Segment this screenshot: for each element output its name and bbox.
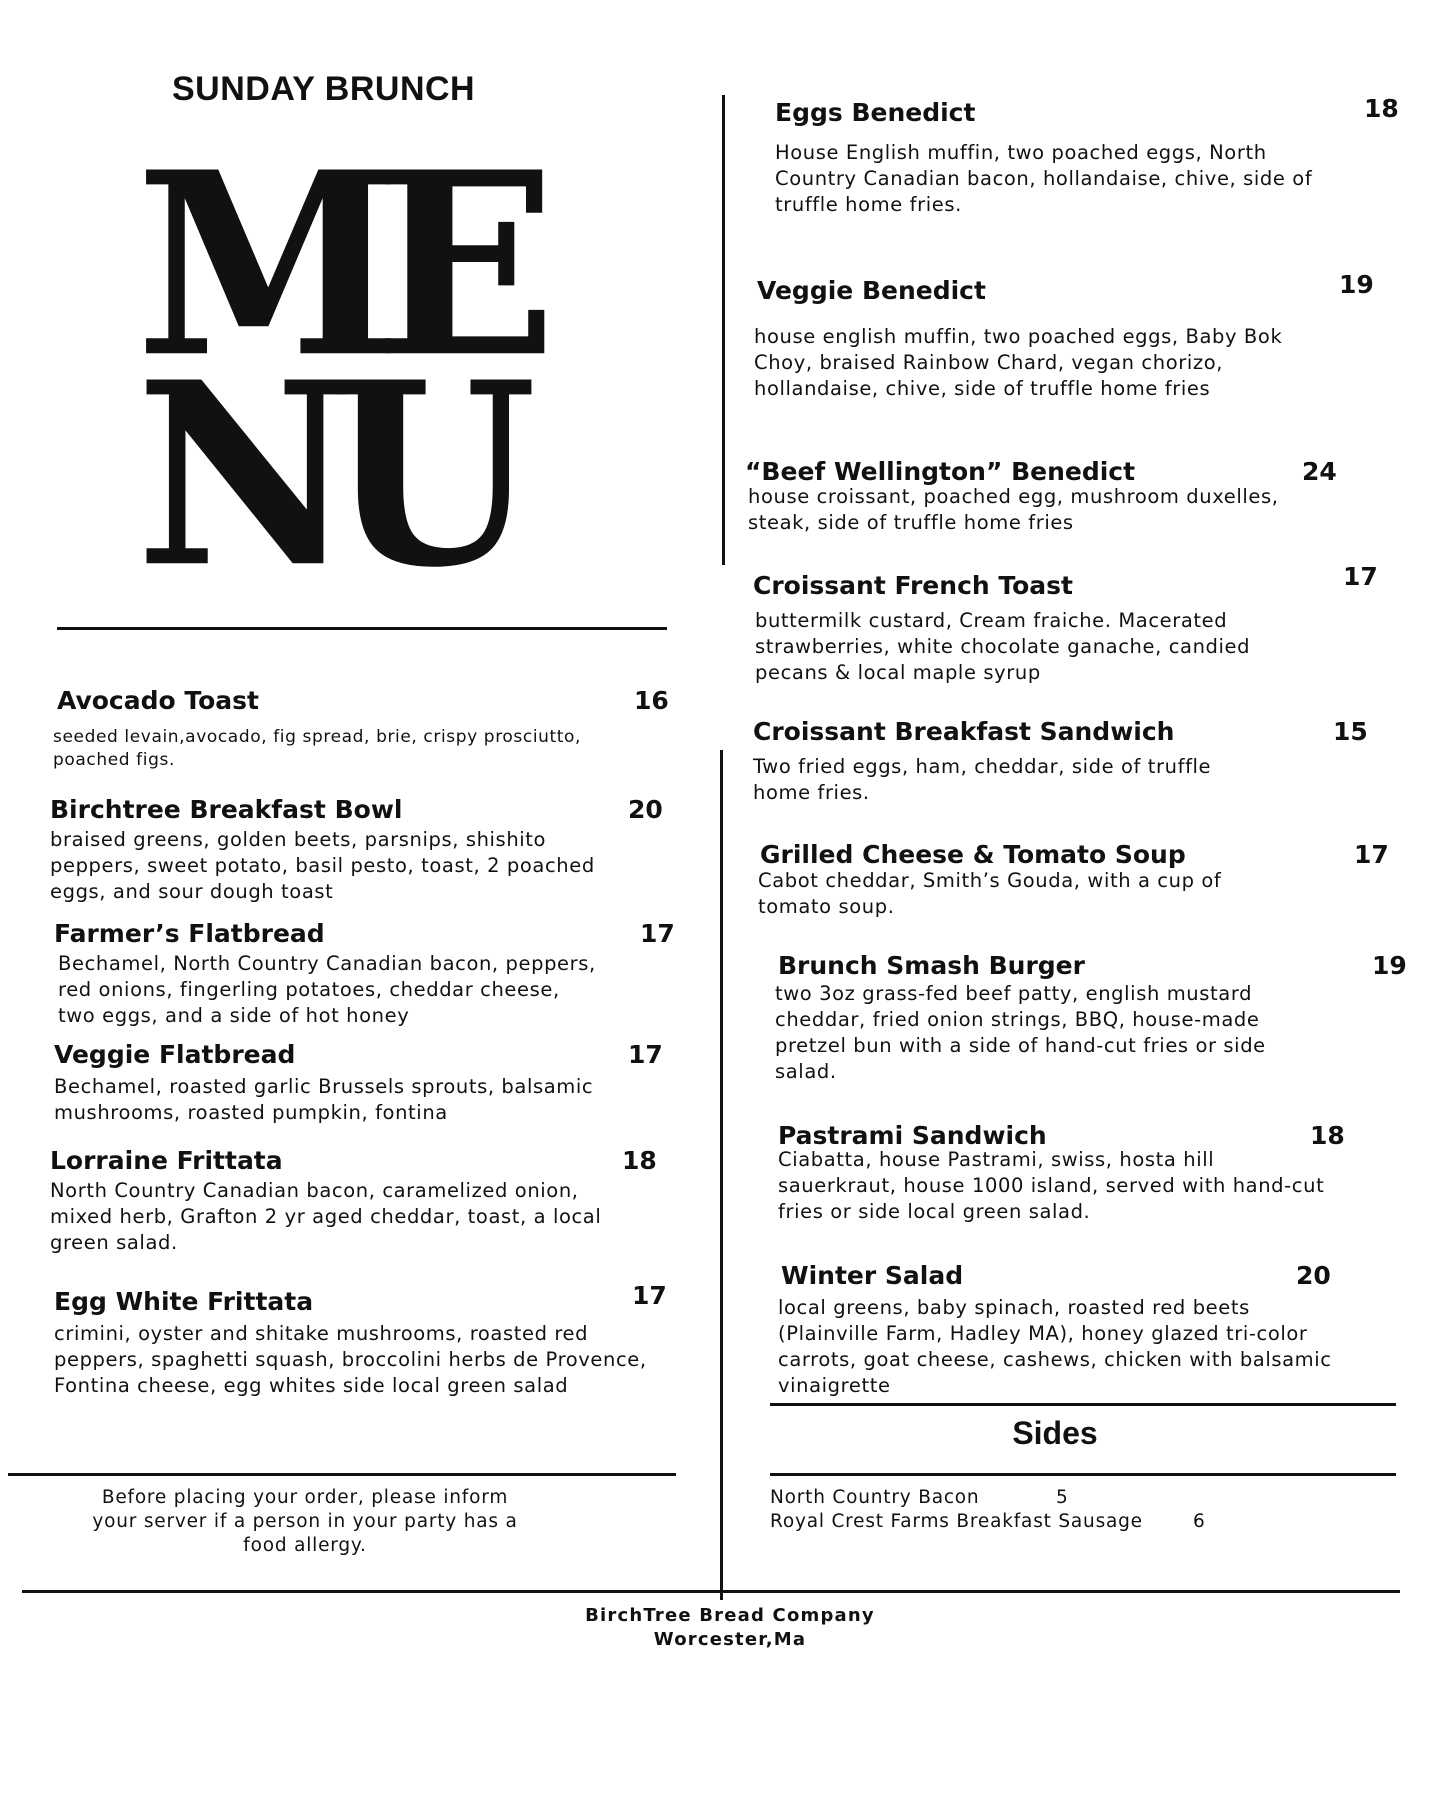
side-item-name: North Country Bacon — [770, 1487, 980, 1508]
item-description: Bechamel, roasted garlic Brussels sprouts, balsamic mushrooms, roasted pumpkin, fontina — [54, 1075, 594, 1124]
sides-top-divider — [770, 1403, 1396, 1406]
center-divider-upper — [722, 95, 725, 565]
item-name: Avocado Toast — [57, 686, 260, 715]
item-price: 17 — [1343, 562, 1378, 591]
company-name: BirchTree Bread Company — [585, 1605, 875, 1626]
left-bottom-divider — [8, 1473, 676, 1476]
item-name: Croissant Breakfast Sandwich — [753, 717, 1175, 746]
item-description: local greens, baby spinach, roasted red beets (Plainville Farm, Hadley MA), honey glazed tri-color carrots, goat cheese, cashews, chicken with balsamic vinaigrette — [778, 1296, 1332, 1397]
sides-bottom-divider — [770, 1473, 1396, 1476]
item-price: 17 — [640, 919, 675, 948]
item-name: Winter Salad — [781, 1261, 964, 1290]
item-price: 20 — [1296, 1261, 1331, 1290]
item-price: 16 — [634, 686, 669, 715]
menu-title-line-1: ME — [136, 116, 529, 414]
item-description: buttermilk custard, Cream fraiche. Macerated strawberries, white chocolate ganache, candied pecans & local maple syrup — [755, 609, 1251, 684]
item-price: 18 — [1364, 94, 1399, 123]
item-price: 15 — [1333, 717, 1368, 746]
item-price: 17 — [1354, 840, 1389, 869]
item-description: Cabot cheddar, Smith’s Gouda, with a cup of tomato soup. — [758, 869, 1222, 918]
item-price: 17 — [632, 1281, 667, 1310]
footer-divider — [22, 1590, 1400, 1593]
side-item-price: 5 — [1056, 1487, 1068, 1508]
item-description: seeded levain,avocado, fig spread, brie, crispy prosciutto, poached figs. — [53, 727, 582, 770]
left-top-divider — [57, 627, 667, 630]
item-name: Brunch Smash Burger — [778, 951, 1085, 980]
item-name: Grilled Cheese & Tomato Soup — [760, 840, 1186, 869]
center-divider-lower — [720, 750, 723, 1600]
item-price: 24 — [1302, 457, 1337, 486]
item-name: Croissant French Toast — [753, 571, 1073, 600]
company-location: Worcester,Ma — [653, 1629, 807, 1650]
item-description: two 3oz grass-fed beef patty, english mustard cheddar, fried onion strings, BBQ, house-made pretzel bun with a side of hand-cut fries or side salad. — [775, 982, 1266, 1083]
side-item-price: 6 — [1193, 1511, 1205, 1532]
item-description: house english muffin, two poached eggs, Baby Bok Choy, braised Rainbow Chard, vegan chorizo, hollandaise, chive, side of truffle home fries — [754, 325, 1283, 400]
item-price: 20 — [628, 795, 663, 824]
item-description: house croissant, poached egg, mushroom duxelles, steak, side of truffle home fries — [748, 485, 1279, 534]
item-description: Ciabatta, house Pastrami, swiss, hosta hill sauerkraut, house 1000 island, served with hand-cut fries or side local green salad. — [778, 1148, 1325, 1223]
item-description: braised greens, golden beets, parsnips, shishito peppers, sweet potato, basil pesto, toast, 2 poached eggs, and sour dough toast — [50, 828, 595, 903]
item-description: Bechamel, North Country Canadian bacon, peppers, red onions, fingerling potatoes, cheddar cheese, two eggs, and a side of hot honey — [58, 952, 596, 1027]
item-name: Lorraine Frittata — [50, 1146, 283, 1175]
footer — [540, 1604, 920, 1652]
item-price: 19 — [1372, 951, 1407, 980]
item-name: Egg White Frittata — [54, 1287, 314, 1316]
item-description: North Country Canadian bacon, caramelized onion, mixed herb, Grafton 2 yr aged cheddar, toast, a local green salad. — [50, 1179, 602, 1254]
item-price: 19 — [1339, 270, 1374, 299]
item-description: House English muffin, two poached eggs, North Country Canadian bacon, hollandaise, chive, side of truffle home fries. — [775, 141, 1313, 216]
item-name: Eggs Benedict — [775, 98, 976, 127]
item-name: Birchtree Breakfast Bowl — [50, 795, 403, 824]
menu-title-line-2: NU — [136, 326, 509, 624]
sides-heading: Sides — [1012, 1415, 1098, 1451]
item-description: Two fried eggs, ham, cheddar, side of truffle home fries. — [753, 755, 1212, 804]
item-name: Veggie Benedict — [757, 276, 986, 305]
item-name: Veggie Flatbread — [54, 1040, 296, 1069]
item-name: Farmer’s Flatbread — [54, 919, 325, 948]
item-name: “Beef Wellington” Benedict — [745, 457, 1136, 486]
side-item-name: Royal Crest Farms Breakfast Sausage — [770, 1511, 1143, 1532]
allergy-notice: Before placing your order, please inform your server if a person in your party has a food allergy. — [92, 1487, 518, 1556]
item-price: 17 — [628, 1040, 663, 1069]
item-name: Pastrami Sandwich — [778, 1121, 1047, 1150]
item-price: 18 — [622, 1146, 657, 1175]
page-subtitle: SUNDAY BRUNCH — [172, 70, 476, 108]
item-price: 18 — [1310, 1121, 1345, 1150]
item-description: crimini, oyster and shitake mushrooms, roasted red peppers, spaghetti squash, broccolini herbs de Provence, Fontina cheese, egg whites side local green salad — [54, 1322, 647, 1397]
